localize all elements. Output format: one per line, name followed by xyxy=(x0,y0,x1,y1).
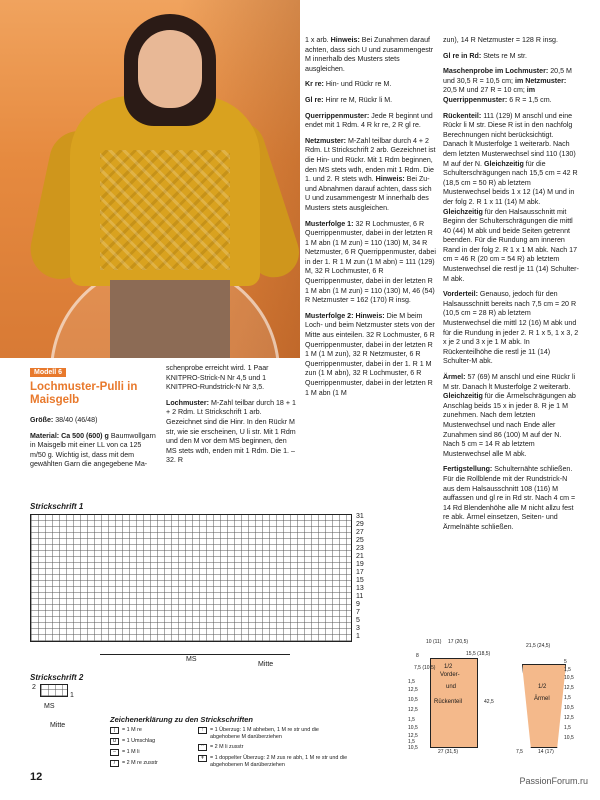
vorderteil-paragraph xyxy=(443,290,579,367)
legend-title: Zeichenerklärung zu den Strickschriften xyxy=(110,715,253,724)
hint-label: Hinweis: xyxy=(375,175,405,184)
querrippen-label: Querrippenmuster: xyxy=(305,111,370,120)
gl-rd-paragraph xyxy=(443,52,579,62)
legend-text: = 1 Überzug: 1 M abheben, 1 M re str und die abgehobene M darüberziehen xyxy=(210,727,319,740)
maschenprobe-label: Maschenprobe im Lochmuster: xyxy=(443,67,549,76)
material-paragraph xyxy=(30,432,158,470)
legend-symbol: ↟ xyxy=(198,755,207,762)
back-label: Rückenteil xyxy=(434,699,463,705)
chart-1-row-number: 23 xyxy=(356,545,364,552)
needles-paragraph: schenprobe erreicht wird. 1 Paar KNITPRO-Strick-N Nr 4,5 und 1 KNITPRO-Rundstrick-N Nr 3,5. xyxy=(166,364,269,392)
chart-1-title: Strickschrift 1 xyxy=(30,502,84,511)
gl-rd-text: Stets re M str. xyxy=(481,51,527,60)
aermel-label: Ärmel: xyxy=(443,373,466,381)
schematic-measurement: 12,5 xyxy=(408,687,418,693)
sleeve-piece xyxy=(522,664,566,748)
size-schematic xyxy=(404,640,596,755)
maschenprobe-paragraph xyxy=(443,67,579,105)
watermark: PassionForum.ru xyxy=(519,776,588,786)
text-run: Schulternähte schließen. Für die Rollblende mit der Rundstrick-N aus dem Halsausschnitt 108 (116) M auffassen und gl re in Rd str. Nach 4 cm = 14 Rd Blendenhöhe alle M nicht allzu fest re abk. Ärmel einsetzen, Seiten- und Ärmelnähte schließen. xyxy=(443,465,576,531)
legend-symbol: ↑ xyxy=(198,727,207,734)
hint-label: Hinweis: xyxy=(330,36,360,44)
text-run: für den Halsausschnitt mit Beginn der Schulterschrägungen die mittl 40 (44) M abk und beide Seiten getrennt beenden. Für die Rundung am inneren Rand in der folg 2. R 1 x 1 M abk. Nach 17 cm = 46 R (20 cm = 54 R) ab letztem Musterwechsel die restl je 11 (14) Schulter-M abk. xyxy=(443,207,579,283)
netzmuster-paragraph xyxy=(305,137,437,214)
schematic-measurement: 7,5 xyxy=(516,749,523,755)
legend-item xyxy=(110,727,190,734)
schematic-measurement: 12,5 xyxy=(564,685,574,691)
column-3 xyxy=(305,36,437,404)
schematic-measurement: 1,5 xyxy=(408,739,415,745)
und-label: und xyxy=(446,684,457,690)
legend-symbol: | xyxy=(110,727,119,734)
schematic-measurement: 17 (20,5) xyxy=(448,639,469,645)
schematic-measurement: 12,5 xyxy=(408,733,418,739)
chart-1-grid xyxy=(30,514,352,642)
chart-1-row-number: 29 xyxy=(356,521,364,528)
querrippen-paragraph xyxy=(305,112,437,131)
fertigstellung-label: Fertigstellung: xyxy=(443,465,493,474)
legend-symbol: ⌃ xyxy=(198,744,207,751)
chart-1-mitte-label: Mitte xyxy=(258,661,274,668)
chart-1-row-number: 5 xyxy=(356,617,360,624)
legend-text: = 1 Umschlag xyxy=(122,738,156,744)
chart-1-row-number: 31 xyxy=(356,513,364,520)
schematic-measurement: 10,5 xyxy=(564,735,574,741)
text-run: 111 (129) M anschl und eine Rückr li M str. Diese R ist in den nachfolg Berechnungen nicht berücksichtigt. Danach lt Musterfolge 1 weiterarb. Nach dem letzten Musterwechsel sind 110 (130) M auf der N. xyxy=(443,111,576,168)
schematic-measurement: 27 (31,5) xyxy=(438,749,459,755)
schematic-measurement: 1,5 xyxy=(564,667,571,673)
netzmuster-text: M-Zahl teilbar durch 4 + 2 Rdm. Lt Strickschrift 2 arb. Gezeichnet ist die Hin- und Rückr. Mit 1 Rdm beginnen, den MS stets wdh, enden mit 1 Rdm. Die 1. und 2. R stets wdh. xyxy=(305,136,436,184)
model-photo xyxy=(0,0,300,358)
chart-1-row-number: 19 xyxy=(356,561,364,568)
chart-1-row-number: 7 xyxy=(356,609,360,616)
chart-1-row-number: 3 xyxy=(356,625,360,632)
schematic-measurement: 1,5 xyxy=(408,679,415,685)
chart-1-row-number: 9 xyxy=(356,601,360,608)
lochmuster-label: Lochmuster: xyxy=(166,398,209,407)
legend-symbol: U xyxy=(110,738,119,745)
text-run: 20,5 M und 30,5 R = 10,5 cm; xyxy=(443,67,572,85)
legend-item xyxy=(198,744,348,751)
column-1 xyxy=(30,416,158,476)
musterfolge-1-paragraph xyxy=(305,220,437,306)
schematic-measurement: 21,5 (24,5) xyxy=(526,643,551,649)
legend-symbol: – xyxy=(110,749,119,756)
chart-2-row-1: 1 xyxy=(70,692,74,699)
chart-1-row-number: 21 xyxy=(356,553,364,560)
chart-2-grid xyxy=(40,684,68,697)
fertigstellung-paragraph xyxy=(443,465,579,532)
text-run: für die Ärmelschrägungen ab Anschlag beids 15 x in jeder 8. R je 1 M zunehmen. Nach dem letzten Musterwechsel und nach Ende aller Zunahmen sind 86 (100) M auf der N. Nach 5 cm = 14 R ab letztem Musterwechsel alle M abk. xyxy=(443,392,576,458)
material-label: Material: Ca 500 (600) g xyxy=(30,431,109,440)
schematic-measurement: 14 (17) xyxy=(538,749,554,755)
legend-symbol: / xyxy=(110,760,119,767)
gleichzeitig-label: Gleichzeitig xyxy=(484,159,524,168)
legend-text: = 1 M re xyxy=(122,727,142,733)
lochmuster-paragraph xyxy=(166,399,296,466)
musterfolge-1-text: 32 R Lochmuster, 6 R Querrippenmuster, dabei in der letzten R 1 M abn (1 M zun) = 110 (130) M, 34 R Netzmuster, 6 R Querrippenmuster, dabei in der 1. R 1 M zun (1 M abn) = 111 (129) M, 32 R Lochmuster, 6 R Querrippenmuster, dabei in der letzten R 1 M abn (1 M zun) = 110 (130) M, 46 (54) R Netzmuster = 162 (170) R insg. xyxy=(305,219,436,305)
schematic-measurement: 1,5 xyxy=(564,695,571,701)
legend-item xyxy=(110,749,190,756)
model-badge: Modell 6 xyxy=(30,368,66,377)
schematic-measurement: 7,5 (10,5) xyxy=(414,665,436,671)
chart-1-row-number: 17 xyxy=(356,569,364,576)
musterfolge-1-label: Musterfolge 1: xyxy=(305,219,354,228)
size-value: 38/40 (46/48) xyxy=(53,416,98,424)
face xyxy=(138,30,202,108)
front-label: Vorder- xyxy=(440,672,460,678)
schematic-measurement: 1,5 xyxy=(564,725,571,731)
kr-paragraph xyxy=(305,80,437,90)
netzmuster-label: Netzmuster: xyxy=(305,136,346,145)
column-4 xyxy=(443,36,579,539)
schematic-measurement: 8 xyxy=(416,653,419,659)
material-text: Baumwollgarn in Maisgelb mit einer LL von ca 125 m/50 g. Wichtig ist, dass mit dem gewählten Garn die angegebene Ma- xyxy=(30,431,156,469)
rueckenteil-label: Rückenteil: xyxy=(443,111,482,120)
querrippen-text: Jede R beginnt und endet mit 1 Rdm. 4 R kr re, 2 R gl re. xyxy=(305,111,433,130)
kr-label: Kr re: xyxy=(305,80,324,89)
text-run: 20,5 M und 27 R = 10 cm; xyxy=(443,86,527,95)
schematic-measurement: 12,5 xyxy=(408,707,418,713)
gl-label: Gl re: xyxy=(305,95,324,104)
aermel-paragraph xyxy=(443,373,579,459)
chart-2-ms-label: MS xyxy=(44,703,55,710)
text-run: für die Schulterschrägungen nach 15,5 cm = 42 R (18,5 cm = 50 R) ab letztem Musterwechsel beids 1 x 12 (14) M und in der folg 2. R 1 x 11 (14) M abk. xyxy=(443,159,578,206)
rueckenteil-paragraph xyxy=(443,112,579,285)
model-title: Lochmuster-Pulli in Maisgelb xyxy=(30,381,138,406)
legend-text: = 2 M re zusstr xyxy=(122,760,158,766)
musterfolge-2-label: Musterfolge 2: xyxy=(305,311,354,320)
schematic-measurement: 5 xyxy=(564,659,567,665)
chart-1-ms-bracket xyxy=(100,654,290,655)
schematic-measurement: 15,5 (18,5) xyxy=(466,651,491,657)
text-run: 6 R = 1,5 cm. xyxy=(507,95,552,104)
hint-paragraph xyxy=(305,36,437,74)
chart-1-row-number: 13 xyxy=(356,585,364,592)
chart-2-title: Strickschrift 2 xyxy=(30,673,84,682)
querrippen-label: im Querrippenmuster: xyxy=(443,86,536,104)
chart-1-ms-label: MS xyxy=(186,656,197,663)
kr-text: Hin- und Rückr re M. xyxy=(323,80,392,89)
chart-2-row-2: 2 xyxy=(32,684,36,691)
pants xyxy=(110,280,230,358)
gleichzeitig-label: Gleichzeitig xyxy=(443,392,483,401)
text-run: 57 (69) M anschl und eine Rückr li M str. Danach lt Musterfolge 2 weiterarb. xyxy=(443,373,576,391)
netz-label: im Netzmuster: xyxy=(514,76,567,85)
sleeve-label: Ärmel xyxy=(534,696,550,702)
schematic-measurement: 10,5 xyxy=(564,675,574,681)
sleeve-half-label: 1/2 xyxy=(538,684,547,690)
vorderteil-label: Vorderteil: xyxy=(443,290,478,299)
chart-2-mitte-label: Mitte xyxy=(50,722,66,729)
schematic-measurement: 10,5 xyxy=(408,745,418,751)
chart-1-row-numbers xyxy=(356,514,376,642)
legend-text: = 1 M li xyxy=(122,749,140,755)
gl-rd-label: Gl re in Rd: xyxy=(443,51,482,60)
legend-item xyxy=(110,760,190,767)
chart-1-row-number: 15 xyxy=(356,577,364,584)
legend-text: = 2 M li zusstr xyxy=(210,744,244,750)
chart-1-row-number: 1 xyxy=(356,633,360,640)
musterfolge-2-paragraph xyxy=(305,312,437,398)
gleichzeitig-label: Gleichzeitig xyxy=(443,207,483,216)
schematic-measurement: 12,5 xyxy=(564,715,574,721)
text-run: Bei Zu- und Abnahmen darauf achten, dass sich U und zusammengestr M innerhalb des Musters stets ausgleichen. xyxy=(305,175,432,212)
schematic-measurement: 42,5 xyxy=(484,699,494,705)
front-half-label: 1/2 xyxy=(444,664,453,670)
legend-text: = 1 doppelter Überzug: 2 M zus re abh, 1 M re str und die abgehobenen M darüberziehen xyxy=(210,755,348,768)
page-number: 12 xyxy=(30,771,43,783)
column-2 xyxy=(166,364,296,472)
schematic-measurement: 10,5 xyxy=(564,705,574,711)
gl-paragraph xyxy=(305,96,437,106)
size-label: Größe: xyxy=(30,416,54,424)
legend-item xyxy=(198,755,348,769)
schematic-measurement: 10,5 xyxy=(408,697,418,703)
schematic-measurement: 1,5 xyxy=(408,717,415,723)
musterfolge-2-text: Die M beim Loch- und beim Netzmuster stets von der Mitte aus einteilen. 32 R Lochmuster, 6 R Querrippenmuster, dabei in der letzten R 1 M (1 M zun), 32 R Netzmuster, 6 R Querrippenmuster, dabei in der 1. R 1 M zun (1 M abn), 32 R Lochmuster, 6 R Querrippenmuster, dabei in der letzten R 1 M abn (1 M xyxy=(305,311,435,397)
continuation-paragraph: zun), 14 R Netzmuster = 128 R insg. xyxy=(443,36,558,44)
legend-item xyxy=(198,727,348,741)
hint-label: Hinweis: xyxy=(353,311,385,320)
chart-1-row-number: 11 xyxy=(356,593,364,600)
text-run: Genauso, jedoch für den Halsausschnitt bereits nach 7,5 cm = 20 R (10,5 cm = 28 R) ab letztem Musterwechsel die mittl 12 (16) M abk und für die Rundung in jeder 2. R 1 x 5, 1 x 3, 2 x je 2 und 3 x je 1 M abk. In Rückenteilhöhe die restl je 11 (14) Schulter-M abk. xyxy=(443,290,579,366)
text-run: Bei Zunahmen darauf achten, dass sich U und zusammengestr M innerhalb des Musters stets ausgleichen. xyxy=(305,36,434,73)
chart-1-row-number: 25 xyxy=(356,537,364,544)
schematic-measurement: 10 (11) xyxy=(426,639,442,645)
legend-item xyxy=(110,738,190,745)
text-run: 1 x arb. xyxy=(305,36,331,44)
gl-text: Hinr re M, Rückr li M. xyxy=(323,95,393,104)
lochmuster-text: M-Zahl teilbar durch 18 + 1 + 2 Rdm. Lt Strickschrift 1 arb. Gezeichnet sind die Hinr. In den Rückr M str, wie sie erscheinen, U li str. Mit 1 Rdm und den M vor dem MS beginnen, den MS stets wdh, enden mit 1 Rdm. Die 1. – 32. R xyxy=(166,398,296,465)
schematic-measurement: 10,5 xyxy=(408,725,418,731)
chart-1-row-number: 27 xyxy=(356,529,364,536)
size-paragraph xyxy=(30,416,158,426)
lace-pattern xyxy=(100,150,230,270)
